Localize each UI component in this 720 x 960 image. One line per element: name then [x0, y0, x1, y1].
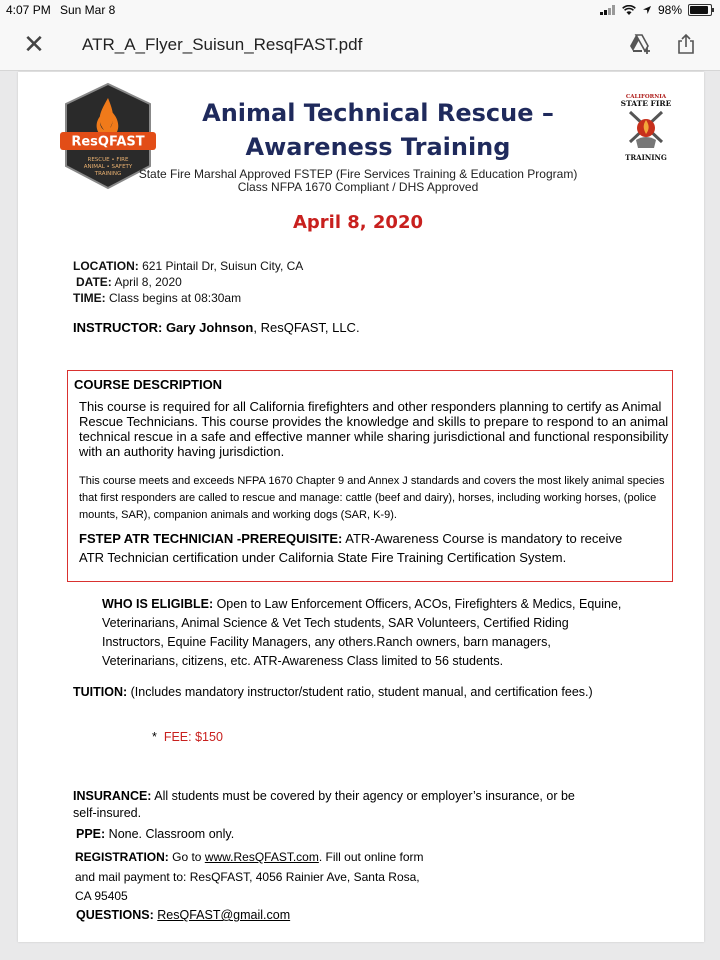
subtitle [118, 168, 598, 194]
ppe-label: PPE: [76, 827, 106, 841]
tuition-text: (Includes mandatory instructor/student ratio, student manual, and certification fees.) [127, 685, 593, 699]
insurance-label: INSURANCE: [73, 789, 152, 803]
date-label: DATE: [76, 275, 112, 289]
insurance-paragraph [73, 788, 593, 822]
add-to-drive-icon[interactable] [628, 32, 652, 56]
date-value: April 8, 2020 [114, 275, 182, 289]
time-label: TIME: [73, 291, 106, 305]
cellular-signal-icon [600, 5, 616, 15]
svg-text:RESCUE • FIRE: RESCUE • FIRE [87, 157, 129, 163]
ppe-line [76, 827, 234, 841]
time-value: Class begins at 08:30am [109, 291, 242, 305]
title-line-2: Awareness Training [245, 133, 511, 161]
course-heading: COURSE DESCRIPTION [74, 377, 223, 392]
location-label: LOCATION: [73, 259, 139, 273]
date-line [76, 274, 182, 290]
fee-line [152, 730, 223, 744]
close-icon[interactable]: ✕ [23, 29, 45, 59]
questions-email-link[interactable]: ResQFAST@gmail.com [157, 908, 291, 922]
fee-value: FEE: $150 [163, 730, 223, 744]
ppe-text: None. Classroom only. [105, 827, 235, 841]
location-value: 621 Pintail Dr, Suisun City, CA [142, 259, 304, 273]
svg-text:TRAINING: TRAINING [625, 153, 667, 162]
battery-percent: 98% [657, 3, 682, 17]
svg-text:CALIFORNIA: CALIFORNIA [625, 94, 667, 100]
prerequisite-paragraph [79, 529, 639, 567]
share-icon[interactable] [674, 32, 698, 56]
fee-bullet: * [152, 730, 157, 744]
course-description-box [67, 370, 673, 582]
battery-icon [688, 4, 712, 16]
status-time: 4:07 PM [6, 3, 51, 17]
date-banner: April 8, 2020 [292, 212, 424, 233]
state-fire-training-logo [616, 92, 676, 164]
prereq-text: ATR-Awareness Course is mandatory to receive ATR Technician certification under California State Fire Training Certification System. [79, 531, 623, 565]
pdf-page[interactable] [18, 72, 704, 942]
tuition-label: TUITION: [73, 685, 128, 699]
course-paragraph-1: This course is required for all California firefighters and other responders planning to certify as Animal Rescue Technicians. This course provides the knowledge and skills to prepare to respond to an animal technical rescue in a safe and effective manner while sharing jurisdictional and functional responsibility with an authority having jurisdiction. [79, 399, 669, 459]
wifi-icon [622, 5, 636, 16]
subtitle-line-2: Class NFPA 1670 Compliant / DHS Approved [237, 180, 479, 194]
title-line-1: Animal Technical Rescue – [202, 99, 554, 127]
registration-text-2: . Fill out online form and mail payment to: ResQFAST, 4056 Rainier Ave, Santa Rosa, CA 95405 [75, 850, 424, 903]
course-paragraph-2: This course meets and exceeds NFPA 1670 Chapter 9 and Annex J standards and covers the most likely animal species that first responders are called to rescue and manage: cattle (beef and dairy), horses, including working horses, (police mounts, SAR), companion animals and working dogs (SAR, K-9). [79, 475, 665, 521]
insurance-text: All students must be covered by their agency or employer’s insurance, or be self-insured. [73, 789, 575, 820]
tuition-paragraph [73, 684, 633, 701]
document-title [178, 96, 578, 164]
instructor-label: INSTRUCTOR: [73, 320, 163, 335]
pdf-viewer-toolbar [0, 20, 720, 71]
eligibility-text: Open to Law Enforcement Officers, ACOs, Firefighters & Medics, Equine, Veterinarians, Animal Science & Vet Tech students, SAR Volunteers, Certified Riding Instructors, Equine Facility Managers, any others.Ranch owners, barn managers, Veterinarians, citizens, etc. ATR-Awareness Class limited to 56 students. [102, 597, 622, 668]
status-bar [0, 0, 720, 20]
file-name: ATR_A_Flyer_Suisun_ResqFAST.pdf [82, 35, 363, 54]
svg-text:ResQFAST: ResQFAST [71, 134, 145, 150]
instructor-name: Gary Johnson [165, 320, 254, 335]
registration-paragraph [75, 848, 435, 907]
questions-line [76, 908, 290, 922]
svg-text:TRAINING: TRAINING [94, 171, 122, 177]
instructor-line [73, 320, 360, 335]
questions-label: QUESTIONS: [76, 908, 154, 922]
registration-text-1: Go to [168, 850, 205, 864]
prereq-label: FSTEP ATR TECHNICIAN -PREREQUISITE: [79, 531, 343, 546]
time-line [73, 290, 241, 306]
svg-text:ANIMAL • SAFETY: ANIMAL • SAFETY [83, 164, 133, 170]
eligibility-label: WHO IS ELIGIBLE: [102, 597, 214, 611]
location-icon [642, 5, 652, 15]
eligibility-paragraph [102, 595, 622, 671]
registration-link[interactable]: www.ResQFAST.com [204, 850, 319, 864]
registration-label: REGISTRATION: [75, 850, 169, 864]
instructor-org: , ResQFAST, LLC. [253, 320, 360, 335]
status-indicators [600, 3, 712, 17]
status-date: Sun Mar 8 [60, 3, 116, 17]
svg-text:STATE FIRE: STATE FIRE [620, 99, 672, 108]
subtitle-line-1: State Fire Marshal Approved FSTEP (Fire Services Training & Education Program) [138, 167, 578, 181]
location-line [73, 258, 303, 274]
